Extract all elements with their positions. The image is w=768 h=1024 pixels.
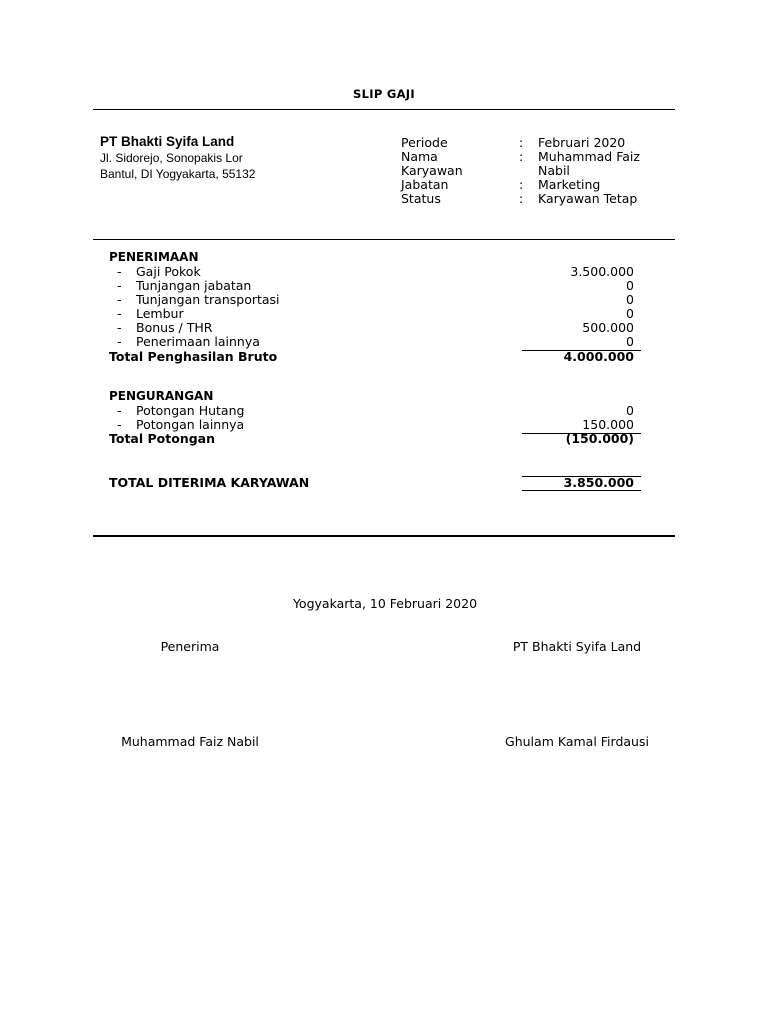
info-label: Karyawan — [401, 163, 463, 178]
net-total-label: TOTAL DITERIMA KARYAWAN — [109, 475, 310, 490]
item-amount: 150.000 — [582, 417, 634, 432]
bullet-dash: - — [117, 320, 122, 335]
deductions-total-amount: (150.000) — [565, 431, 634, 446]
item-amount: 0 — [626, 278, 634, 293]
info-label: Status — [401, 191, 441, 206]
bullet-dash: - — [117, 292, 122, 307]
item-amount: 500.000 — [582, 320, 634, 335]
item-label: Lembur — [136, 306, 184, 321]
issuer-role: PT Bhakti Syifa Land — [512, 639, 642, 654]
net-total-rule-bottom — [522, 490, 641, 491]
document-title: SLIP GAJI — [353, 87, 415, 101]
item-amount: 0 — [626, 403, 634, 418]
header-divider — [93, 109, 675, 110]
item-label: Tunjangan transportasi — [136, 292, 280, 307]
place-date: Yogyakarta, 10 Februari 2020 — [292, 596, 478, 611]
recipient-role: Penerima — [160, 639, 220, 654]
info-value: Karyawan Tetap — [538, 191, 638, 206]
item-label: Potongan Hutang — [136, 403, 245, 418]
info-value: Marketing — [538, 177, 601, 192]
item-amount: 0 — [626, 334, 634, 349]
deductions-heading: PENGURANGAN — [109, 389, 214, 403]
section-divider — [93, 239, 675, 240]
gross-total-label: Total Penghasilan Bruto — [109, 349, 278, 364]
info-colon: : — [519, 191, 524, 206]
item-label: Potongan lainnya — [136, 417, 245, 432]
item-amount: 0 — [626, 306, 634, 321]
info-label: Jabatan — [401, 177, 449, 192]
company-address-line2: Bantul, DI Yogyakarta, 55132 — [100, 167, 256, 181]
net-total-amount: 3.850.000 — [563, 475, 634, 490]
info-colon: : — [519, 135, 524, 150]
info-colon: : — [519, 177, 524, 192]
footer-divider — [93, 535, 675, 537]
info-value: Februari 2020 — [538, 135, 626, 150]
earnings-heading: PENERIMAAN — [109, 250, 199, 264]
info-label: Nama — [401, 149, 438, 164]
info-value: Nabil — [538, 163, 570, 178]
item-label: Gaji Pokok — [136, 264, 201, 279]
deductions-total-label: Total Potongan — [109, 431, 215, 446]
bullet-dash: - — [117, 264, 122, 279]
gross-total-amount: 4.000.000 — [563, 349, 634, 364]
item-amount: 3.500.000 — [570, 264, 634, 279]
company-address-line1: Jl. Sidorejo, Sonopakis Lor — [100, 151, 243, 165]
item-label: Tunjangan jabatan — [136, 278, 252, 293]
bullet-dash: - — [117, 278, 122, 293]
info-label: Periode — [401, 135, 448, 150]
recipient-name: Muhammad Faiz Nabil — [121, 734, 259, 749]
bullet-dash: - — [117, 334, 122, 349]
bullet-dash: - — [117, 417, 122, 432]
issuer-name: Ghulam Kamal Firdausi — [505, 734, 649, 749]
bullet-dash: - — [117, 306, 122, 321]
item-label: Penerimaan lainnya — [136, 334, 260, 349]
item-amount: 0 — [626, 292, 634, 307]
company-name: PT Bhakti Syifa Land — [100, 134, 235, 149]
bullet-dash: - — [117, 403, 122, 418]
info-colon: : — [519, 149, 524, 164]
item-label: Bonus / THR — [136, 320, 213, 335]
info-value: Muhammad Faiz — [538, 149, 640, 164]
